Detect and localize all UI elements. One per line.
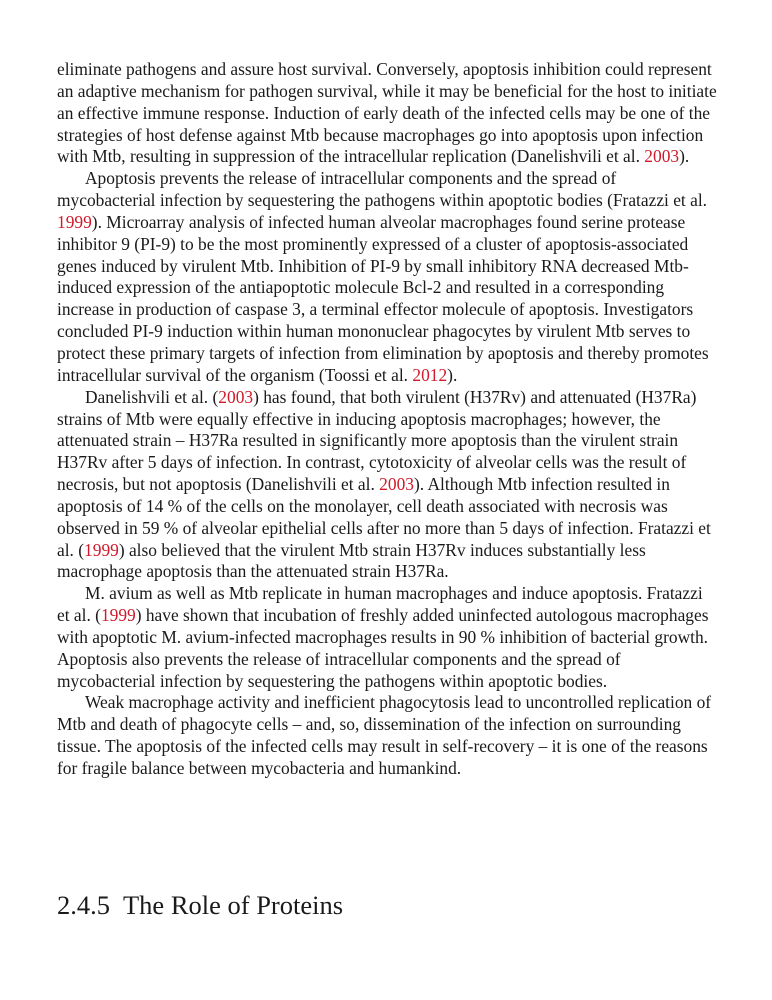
- citation-link[interactable]: 2003: [644, 146, 680, 167]
- paragraph-text: Apoptosis prevents the release of intracellular components and the spread of mycobacterial infection by sequestering the pathogens within apoptotic bodies (Fratazzi et al.: [57, 168, 708, 211]
- citation-link[interactable]: 2003: [218, 386, 254, 407]
- paragraph-text: eliminate pathogens and assure host survival. Conversely, apoptosis inhibition could represent an adaptive mechanism for pathogen survival, while it may be beneficial for the host to initiate an effective immune response. Induction of early death of the infected cells may be one of the strategies of host defense against Mtb because macrophages go into apoptosis upon infection with Mtb, resulting in suppression of the intracellular replication (Danelishvili et al.: [57, 59, 717, 167]
- section-heading: [57, 889, 343, 921]
- citation-link[interactable]: 2003: [379, 474, 414, 495]
- paragraph-text: ) has found, that both virulent (H37Rv) and attenuated (H37Ra) strains of Mtb were equally effective in inducing apoptosis macrophages; however, the attenuated strain – H37Ra resulted in significantly more apoptosis than the virulent strain H37Rv after 5 days of infection. In contrast, cytotoxicity of alveolar cells was the result of necrosis, but not apoptosis (Danelishvili et al.: [57, 386, 697, 495]
- section-title: The Role of Proteins: [123, 890, 344, 920]
- paragraph-text: ). Microarray analysis of infected human alveolar macrophages found serine protease inhibitor 9 (PI-9) to be the most prominently expressed of a cluster of apoptosis-associated genes induced by virulent Mtb. Inhibition of PI-9 by small inhibitory RNA decreased Mtb-induced expression of the antiapoptotic molecule Bcl-2 and resulted in a corresponding increase in production of caspase 3, a terminal effector molecule of apoptosis. Investigators concluded PI-9 induction within human mononuclear phagocytes by virulent Mtb serves to protect these primary targets of infection from elimination by apoptosis and thereby promotes intracellular survival of the organism (Toossi et al.: [57, 211, 709, 385]
- citation-link[interactable]: 1999: [100, 605, 136, 626]
- citation-link[interactable]: 2012: [412, 364, 448, 385]
- paragraph-text: ) have shown that incubation of freshly added uninfected autologous macrophages with apoptotic M. avium-infected macrophages results in 90 % inhibition of bacterial growth. Apoptosis also prevents the release of intracellular components and the spread of mycobacterial infection by sequestering the pathogens within apoptotic bodies.: [57, 605, 709, 691]
- paragraph-text: ).: [447, 364, 458, 385]
- paragraph-text: ). Although Mtb infection resulted in apoptosis of 14 % of the cells on the monolayer, cell death associated with necrosis was observed in 59 % of alveolar epithelial cells after no more than 5 days of infection. Fratazzi et al. (: [57, 474, 711, 560]
- paragraph: [57, 692, 719, 779]
- citation-link[interactable]: 1999: [84, 539, 119, 560]
- paragraph: [57, 583, 719, 692]
- paragraph: [57, 59, 719, 168]
- body-text: [57, 59, 719, 780]
- paragraph-text: Weak macrophage activity and inefficient phagocytosis lead to uncontrolled replication of Mtb and death of phagocyte cells – and, so, dissemination of the infection on surrounding tissue. The apoptosis of the infected cells may result in self-recovery – it is one of the reasons for fragile balance between mycobacteria and humankind.: [57, 692, 712, 778]
- paragraph: [57, 168, 719, 386]
- section-number: 2.4.5: [57, 890, 110, 920]
- paragraph-text: M. avium as well as Mtb replicate in human macrophages and induce apoptosis. Fratazzi et al. (: [57, 583, 703, 626]
- paragraph: [57, 387, 719, 584]
- paragraph-text: Danelishvili et al. (: [85, 386, 219, 407]
- paragraph-text: ).: [679, 146, 690, 167]
- citation-link[interactable]: 1999: [57, 211, 92, 232]
- paragraph-text: ) also believed that the virulent Mtb strain H37Rv induces substantially less macrophage apoptosis than the attenuated strain H37Ra.: [57, 539, 646, 582]
